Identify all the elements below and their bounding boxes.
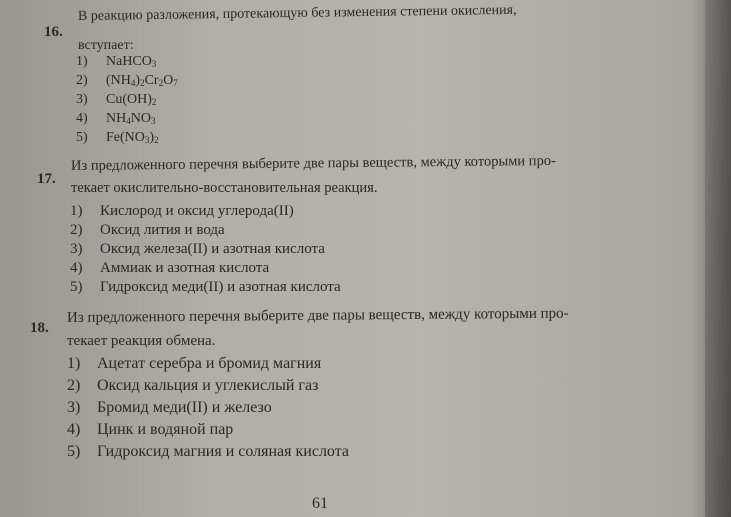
option-number: 4)	[67, 421, 81, 438]
option-number: 3)	[76, 92, 88, 107]
option-1	[67, 355, 321, 373]
option-5: 5) $Fe(NO_3)_2$	[76, 130, 159, 145]
question-text-line2: текает окислительно-восстановительная реакция.	[71, 180, 378, 196]
option-5	[70, 279, 341, 296]
option-number: 2)	[67, 377, 81, 394]
page-edge-shadow	[691, 0, 731, 517]
question-text-line2: текает реакция обмена.	[67, 333, 216, 349]
question-text-line1: Из предложенного перечня выберите две пары веществ, между которыми про-	[70, 152, 556, 174]
option-number: 4)	[76, 111, 88, 126]
option-3: 3) $Cu(OH)_2$	[76, 92, 157, 107]
option-number: 2)	[76, 73, 88, 88]
option-3	[67, 399, 272, 417]
option-5	[67, 443, 349, 461]
option-2: 2) $(NH_4)_2Cr_2O_7$	[76, 73, 178, 88]
option-text: Цинк и водяной пар	[97, 421, 234, 438]
question-number: 17.	[37, 171, 56, 187]
question-text-line2: вступает:	[78, 38, 134, 53]
option-2	[67, 377, 318, 395]
option-text: Оксид кальция и углекислый газ	[97, 377, 319, 394]
option-1: 1) NaHCO$_3$	[76, 54, 157, 69]
option-number: 4)	[70, 260, 83, 276]
question-number: 16.	[44, 24, 63, 40]
option-number: 2)	[70, 222, 83, 238]
option-2	[70, 222, 225, 239]
option-text: Ацетат серебра и бромид магния	[97, 355, 322, 372]
page-number: 61	[312, 495, 328, 512]
option-number: 1)	[67, 355, 81, 372]
option-1	[70, 203, 294, 220]
option-number: 5)	[67, 443, 81, 460]
option-number: 1)	[70, 203, 83, 219]
option-number: 3)	[67, 399, 81, 416]
option-text: Оксид лития и вода	[100, 222, 225, 238]
option-text: Оксид железа(II) и азотная кислота	[100, 241, 325, 257]
question-text-line1: В реакцию разложения, протекающую без изменения степени окисления,	[77, 2, 517, 24]
option-4	[67, 421, 233, 439]
option-text: Аммиак и азотная кислота	[100, 260, 270, 276]
option-text: Гидроксид меди(II) и азотная кислота	[100, 279, 341, 295]
option-number: 5)	[76, 130, 88, 145]
option-text: Гидроксид магния и соляная кислота	[97, 443, 350, 460]
option-number: 5)	[70, 279, 83, 295]
option-text: Кислород и оксид углерода(II)	[100, 203, 294, 219]
option-4	[70, 260, 269, 277]
option-number: 3)	[70, 241, 83, 257]
option-3	[70, 241, 325, 258]
question-number: 18.	[30, 320, 49, 336]
option-4: 4) $NH_4NO_3$	[76, 111, 156, 126]
option-number: 1)	[76, 54, 88, 69]
option-text: Бромид меди(II) и железо	[97, 399, 272, 416]
question-text-line1: Из предложенного перечня выберите две пары веществ, между которыми про-	[66, 305, 569, 326]
